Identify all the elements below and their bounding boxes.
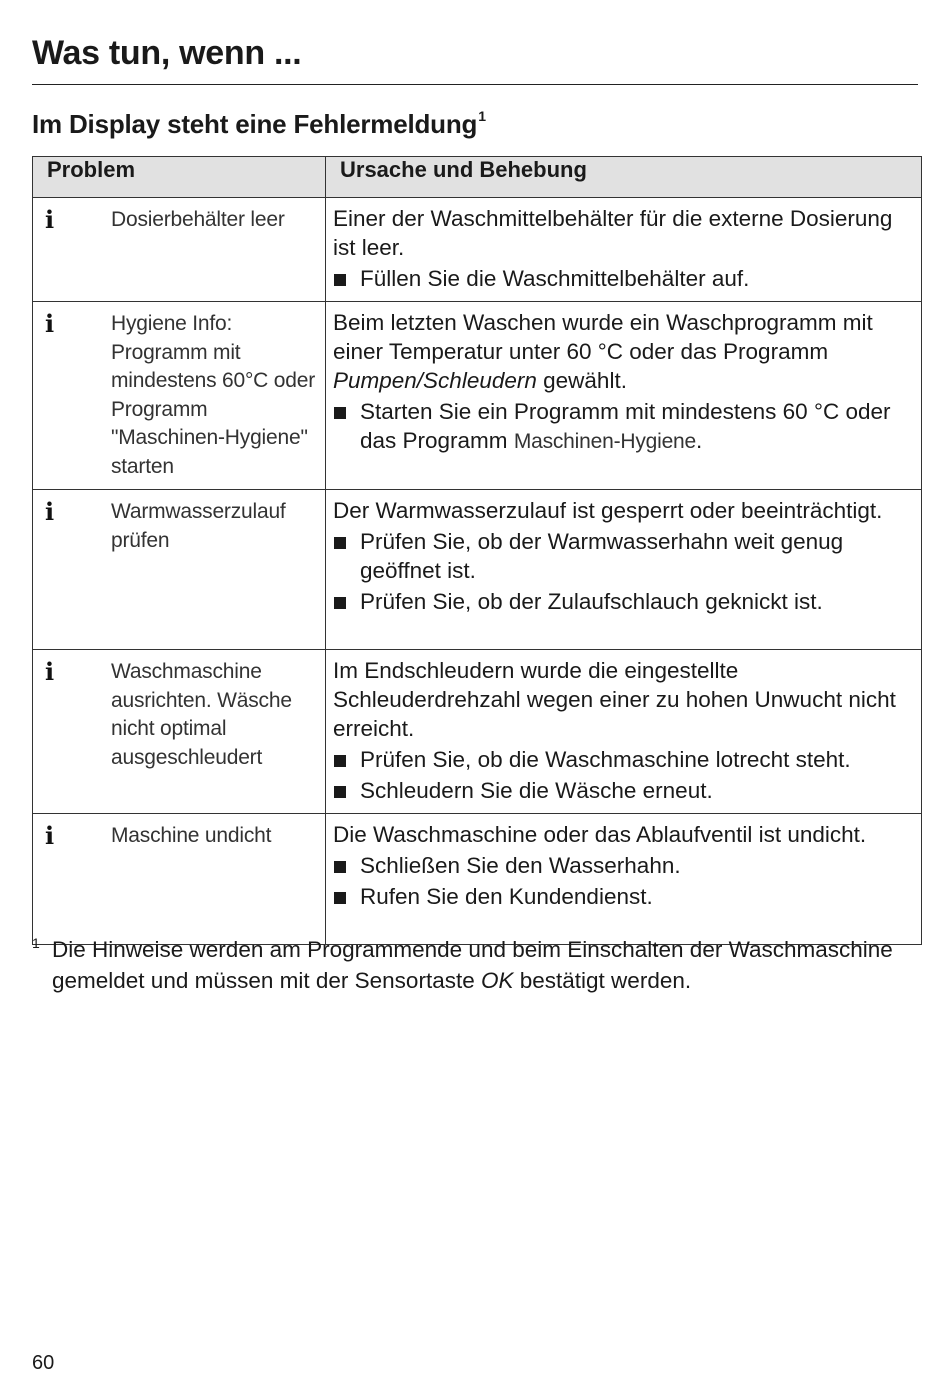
problem-cell <box>33 490 326 650</box>
action-item <box>333 776 913 805</box>
cause-text: Im Endschleudern wurde die eingestellte Schleuderdrehzahl wegen einer zu hohen Unwucht nicht erreicht. <box>333 658 896 741</box>
cause-text-part: Beim letzten Waschen wurde ein Waschprogramm mit einer Temperatur unter 60 °C oder das Programm <box>333 310 873 364</box>
action-text-part: . <box>696 428 703 453</box>
table-row <box>33 814 922 945</box>
header-problem: Problem <box>33 157 326 198</box>
action-item <box>333 587 913 616</box>
table-header-row <box>33 157 922 198</box>
cause-cell <box>326 302 922 490</box>
action-item <box>333 745 913 774</box>
cause-text: Die Waschmaschine oder das Ablaufventil ist undicht. <box>333 822 867 847</box>
square-bullet-icon <box>333 397 360 456</box>
problem-text: Dosierbehälter leer <box>111 208 285 231</box>
action-text: Schleudern Sie die Wäsche erneut. <box>360 778 713 803</box>
action-item <box>333 527 913 585</box>
footnote-reference: 1 <box>478 108 486 124</box>
square-bullet-icon <box>333 776 360 805</box>
square-bullet-icon <box>333 745 360 774</box>
info-icon: i <box>45 309 55 338</box>
footnote-text-part: Die Hinweise werden am Programmende und beim Einschalten der Waschmaschine gemeldet und müssen mit der Sensortaste <box>52 937 893 993</box>
sensor-key-name: OK <box>480 968 514 993</box>
square-bullet-icon <box>333 882 360 911</box>
action-text: Füllen Sie die Waschmittelbehälter auf. <box>360 266 750 291</box>
info-icon: i <box>45 657 55 686</box>
table-row <box>33 302 922 490</box>
program-name: Pumpen/Schleudern <box>333 368 537 393</box>
square-bullet-icon <box>333 851 360 880</box>
action-text: Prüfen Sie, ob die Waschmaschine lotrecht steht. <box>360 747 851 772</box>
action-text: Prüfen Sie, ob der Zulaufschlauch geknickt ist. <box>360 589 823 614</box>
problem-cell <box>33 198 326 302</box>
page-title: Was tun, wenn ... <box>32 34 302 72</box>
table-row <box>33 198 922 302</box>
info-icon: i <box>45 205 55 234</box>
square-bullet-icon <box>333 587 360 616</box>
display-program-name: Maschinen-Hygiene <box>513 430 697 453</box>
problem-cell <box>33 650 326 814</box>
cause-cell <box>326 650 922 814</box>
info-icon: i <box>45 497 55 526</box>
action-item <box>333 397 913 456</box>
action-item <box>333 264 913 293</box>
cause-cell <box>326 814 922 945</box>
problem-cell <box>33 302 326 490</box>
footnote-mark: 1 <box>32 935 40 951</box>
problem-text: Maschine undicht <box>111 824 272 847</box>
footnote <box>32 934 912 996</box>
problem-text: Hygiene Info: Programm mit mindestens 60°C oder Programm "Maschinen-Hygiene" starten <box>111 312 316 478</box>
action-text: Prüfen Sie, ob der Warmwasserhahn weit genug geöffnet ist. <box>360 529 844 583</box>
section-heading <box>32 108 486 140</box>
action-item <box>333 851 913 880</box>
cause-text: Der Warmwasserzulauf ist gesperrt oder beeinträchtigt. <box>333 498 883 523</box>
table-row <box>33 490 922 650</box>
problem-cell <box>33 814 326 945</box>
action-text-part: Starten Sie ein Programm mit mindestens 60 °C oder das Programm <box>360 399 891 453</box>
cause-text-part: gewählt. <box>536 368 627 393</box>
action-text: Rufen Sie den Kundendienst. <box>360 884 653 909</box>
square-bullet-icon <box>333 264 360 293</box>
header-cause: Ursache und Behebung <box>326 157 922 198</box>
square-bullet-icon <box>333 527 360 585</box>
footnote-text-part: bestätigt werden. <box>513 968 692 993</box>
cause-cell <box>326 490 922 650</box>
error-message-table <box>32 156 922 945</box>
cause-text <box>333 308 913 395</box>
action-text <box>360 397 913 456</box>
problem-text: Waschmaschine ausrichten. Wäsche nicht optimal ausgeschleudert <box>111 660 292 769</box>
action-item <box>333 882 913 911</box>
table-row <box>33 650 922 814</box>
footnote-text <box>52 934 912 996</box>
problem-text: Warmwasserzulauf prüfen <box>111 500 286 552</box>
cause-text: Einer der Waschmittelbehälter für die externe Dosierung ist leer. <box>333 206 893 260</box>
page-number: 60 <box>32 1352 55 1374</box>
title-divider <box>32 84 918 85</box>
info-icon: i <box>45 821 55 850</box>
cause-cell <box>326 198 922 302</box>
action-text: Schließen Sie den Wasserhahn. <box>360 853 681 878</box>
section-heading-text: Im Display steht eine Fehlermeldung <box>32 109 478 139</box>
